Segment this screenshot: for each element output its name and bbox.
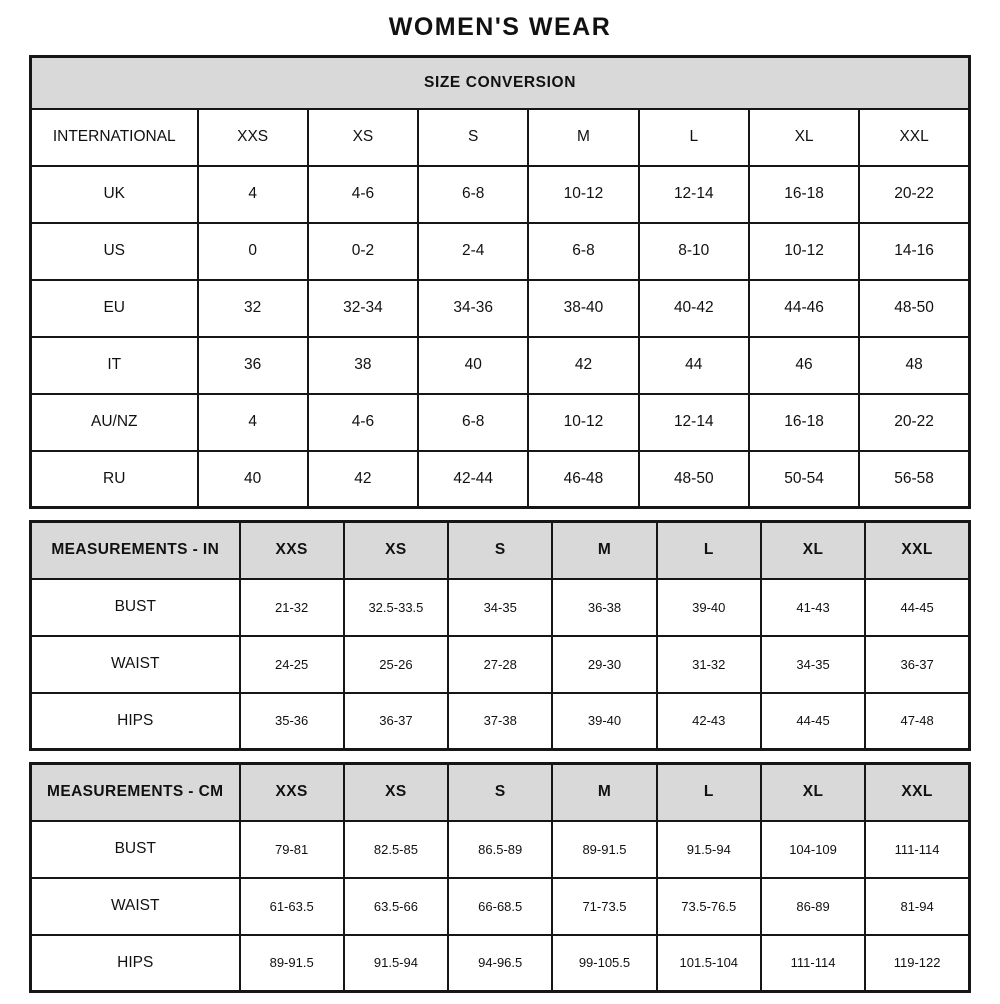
cell: 36 xyxy=(198,337,308,394)
cell: 48 xyxy=(859,337,969,394)
cell: 34-36 xyxy=(418,280,528,337)
cell: 82.5-85 xyxy=(344,821,448,878)
cell: 46-48 xyxy=(528,451,638,508)
cell: 10-12 xyxy=(749,223,859,280)
table-row xyxy=(31,821,970,878)
cell: 12-14 xyxy=(639,166,749,223)
header-row xyxy=(31,764,970,821)
column-header-m: M xyxy=(528,109,638,166)
cell: 36-38 xyxy=(552,579,656,636)
row-label-hips: HIPS xyxy=(31,693,240,750)
cell: 99-105.5 xyxy=(552,935,656,992)
measurements-cm-corner-label: MEASUREMENTS - CM xyxy=(31,764,240,821)
cell: 34-35 xyxy=(761,636,865,693)
column-header-xl: XL xyxy=(749,109,859,166)
cell: 91.5-94 xyxy=(657,821,761,878)
cell: 50-54 xyxy=(749,451,859,508)
cell: 38-40 xyxy=(528,280,638,337)
table-row xyxy=(31,337,970,394)
cell: 2-4 xyxy=(418,223,528,280)
table-row xyxy=(31,693,970,750)
column-header-xs: XS xyxy=(344,764,448,821)
column-header-s: S xyxy=(448,522,552,579)
row-label-bust: BUST xyxy=(31,821,240,878)
column-header-xxs: XXS xyxy=(240,522,344,579)
measurements-cm-table xyxy=(29,762,971,993)
cell: 16-18 xyxy=(749,166,859,223)
cell: 35-36 xyxy=(240,693,344,750)
cell: 104-109 xyxy=(761,821,865,878)
cell: 40 xyxy=(198,451,308,508)
table-row xyxy=(31,280,970,337)
cell: 86.5-89 xyxy=(448,821,552,878)
row-label-ru: RU xyxy=(31,451,198,508)
size-conversion-corner-label: INTERNATIONAL xyxy=(31,109,198,166)
size-conversion-grid xyxy=(29,55,971,509)
cell: 48-50 xyxy=(639,451,749,508)
cell: 66-68.5 xyxy=(448,878,552,935)
column-header-xs: XS xyxy=(344,522,448,579)
table-row xyxy=(31,636,970,693)
cell: 34-35 xyxy=(448,579,552,636)
column-header-s: S xyxy=(448,764,552,821)
page-title: WOMEN'S WEAR xyxy=(388,13,612,41)
cell: 36-37 xyxy=(344,693,448,750)
cell: 73.5-76.5 xyxy=(657,878,761,935)
table-row xyxy=(31,223,970,280)
cell: 0-2 xyxy=(308,223,418,280)
cell: 32 xyxy=(198,280,308,337)
column-header-m: M xyxy=(552,522,656,579)
header-row xyxy=(31,522,970,579)
row-label-waist: WAIST xyxy=(31,878,240,935)
cell: 10-12 xyxy=(528,166,638,223)
cell: 94-96.5 xyxy=(448,935,552,992)
cell: 101.5-104 xyxy=(657,935,761,992)
cell: 111-114 xyxy=(865,821,969,878)
cell: 42 xyxy=(528,337,638,394)
measurements-in-table xyxy=(29,520,971,751)
cell: 40 xyxy=(418,337,528,394)
row-label-uk: UK xyxy=(31,166,198,223)
cell: 89-91.5 xyxy=(552,821,656,878)
cell: 8-10 xyxy=(639,223,749,280)
cell: 42 xyxy=(308,451,418,508)
cell: 91.5-94 xyxy=(344,935,448,992)
column-header-s: S xyxy=(418,109,528,166)
cell: 61-63.5 xyxy=(240,878,344,935)
cell: 32.5-33.5 xyxy=(344,579,448,636)
cell: 47-48 xyxy=(865,693,969,750)
cell: 44-45 xyxy=(865,579,969,636)
cell: 24-25 xyxy=(240,636,344,693)
cell: 71-73.5 xyxy=(552,878,656,935)
size-chart-page xyxy=(29,0,971,993)
cell: 81-94 xyxy=(865,878,969,935)
measurements-in-corner-label: MEASUREMENTS - IN xyxy=(31,522,240,579)
measurements-in-grid xyxy=(29,520,971,751)
cell: 42-44 xyxy=(418,451,528,508)
cell: 44-46 xyxy=(749,280,859,337)
cell: 79-81 xyxy=(240,821,344,878)
row-label-us: US xyxy=(31,223,198,280)
column-header-xxl: XXL xyxy=(859,109,969,166)
cell: 42-43 xyxy=(657,693,761,750)
cell: 14-16 xyxy=(859,223,969,280)
cell: 29-30 xyxy=(552,636,656,693)
cell: 56-58 xyxy=(859,451,969,508)
cell: 6-8 xyxy=(418,166,528,223)
cell: 4-6 xyxy=(308,394,418,451)
cell: 39-40 xyxy=(552,693,656,750)
size-conversion-table xyxy=(29,55,971,509)
cell: 20-22 xyxy=(859,394,969,451)
cell: 86-89 xyxy=(761,878,865,935)
column-header-l: L xyxy=(639,109,749,166)
column-header-xl: XL xyxy=(761,522,865,579)
row-label-eu: EU xyxy=(31,280,198,337)
cell: 48-50 xyxy=(859,280,969,337)
table-row xyxy=(31,451,970,508)
cell: 37-38 xyxy=(448,693,552,750)
cell: 6-8 xyxy=(418,394,528,451)
column-header-l: L xyxy=(657,522,761,579)
cell: 16-18 xyxy=(749,394,859,451)
cell: 0 xyxy=(198,223,308,280)
table-row xyxy=(31,935,970,992)
cell: 31-32 xyxy=(657,636,761,693)
table-row xyxy=(31,394,970,451)
table-row xyxy=(31,878,970,935)
cell: 32-34 xyxy=(308,280,418,337)
column-header-m: M xyxy=(552,764,656,821)
cell: 4-6 xyxy=(308,166,418,223)
column-header-xl: XL xyxy=(761,764,865,821)
column-header-xxs: XXS xyxy=(198,109,308,166)
column-header-xxs: XXS xyxy=(240,764,344,821)
cell: 27-28 xyxy=(448,636,552,693)
column-header-xxl: XXL xyxy=(865,522,969,579)
size-conversion-banner: SIZE CONVERSION xyxy=(31,57,970,109)
cell: 44-45 xyxy=(761,693,865,750)
cell: 4 xyxy=(198,166,308,223)
row-label-hips: HIPS xyxy=(31,935,240,992)
banner-row xyxy=(31,57,970,109)
cell: 4 xyxy=(198,394,308,451)
cell: 119-122 xyxy=(865,935,969,992)
cell: 89-91.5 xyxy=(240,935,344,992)
cell: 10-12 xyxy=(528,394,638,451)
cell: 38 xyxy=(308,337,418,394)
measurements-cm-grid xyxy=(29,762,971,993)
cell: 46 xyxy=(749,337,859,394)
cell: 6-8 xyxy=(528,223,638,280)
row-label-bust: BUST xyxy=(31,579,240,636)
cell: 12-14 xyxy=(639,394,749,451)
cell: 111-114 xyxy=(761,935,865,992)
cell: 44 xyxy=(639,337,749,394)
cell: 40-42 xyxy=(639,280,749,337)
cell: 41-43 xyxy=(761,579,865,636)
cell: 39-40 xyxy=(657,579,761,636)
table-row xyxy=(31,579,970,636)
cell: 63.5-66 xyxy=(344,878,448,935)
column-header-xxl: XXL xyxy=(865,764,969,821)
row-label-au-nz: AU/NZ xyxy=(31,394,198,451)
cell: 36-37 xyxy=(865,636,969,693)
table-row xyxy=(31,166,970,223)
cell: 20-22 xyxy=(859,166,969,223)
column-header-xs: XS xyxy=(308,109,418,166)
cell: 25-26 xyxy=(344,636,448,693)
cell: 21-32 xyxy=(240,579,344,636)
column-header-l: L xyxy=(657,764,761,821)
row-label-waist: WAIST xyxy=(31,636,240,693)
header-row xyxy=(31,109,970,166)
row-label-it: IT xyxy=(31,337,198,394)
